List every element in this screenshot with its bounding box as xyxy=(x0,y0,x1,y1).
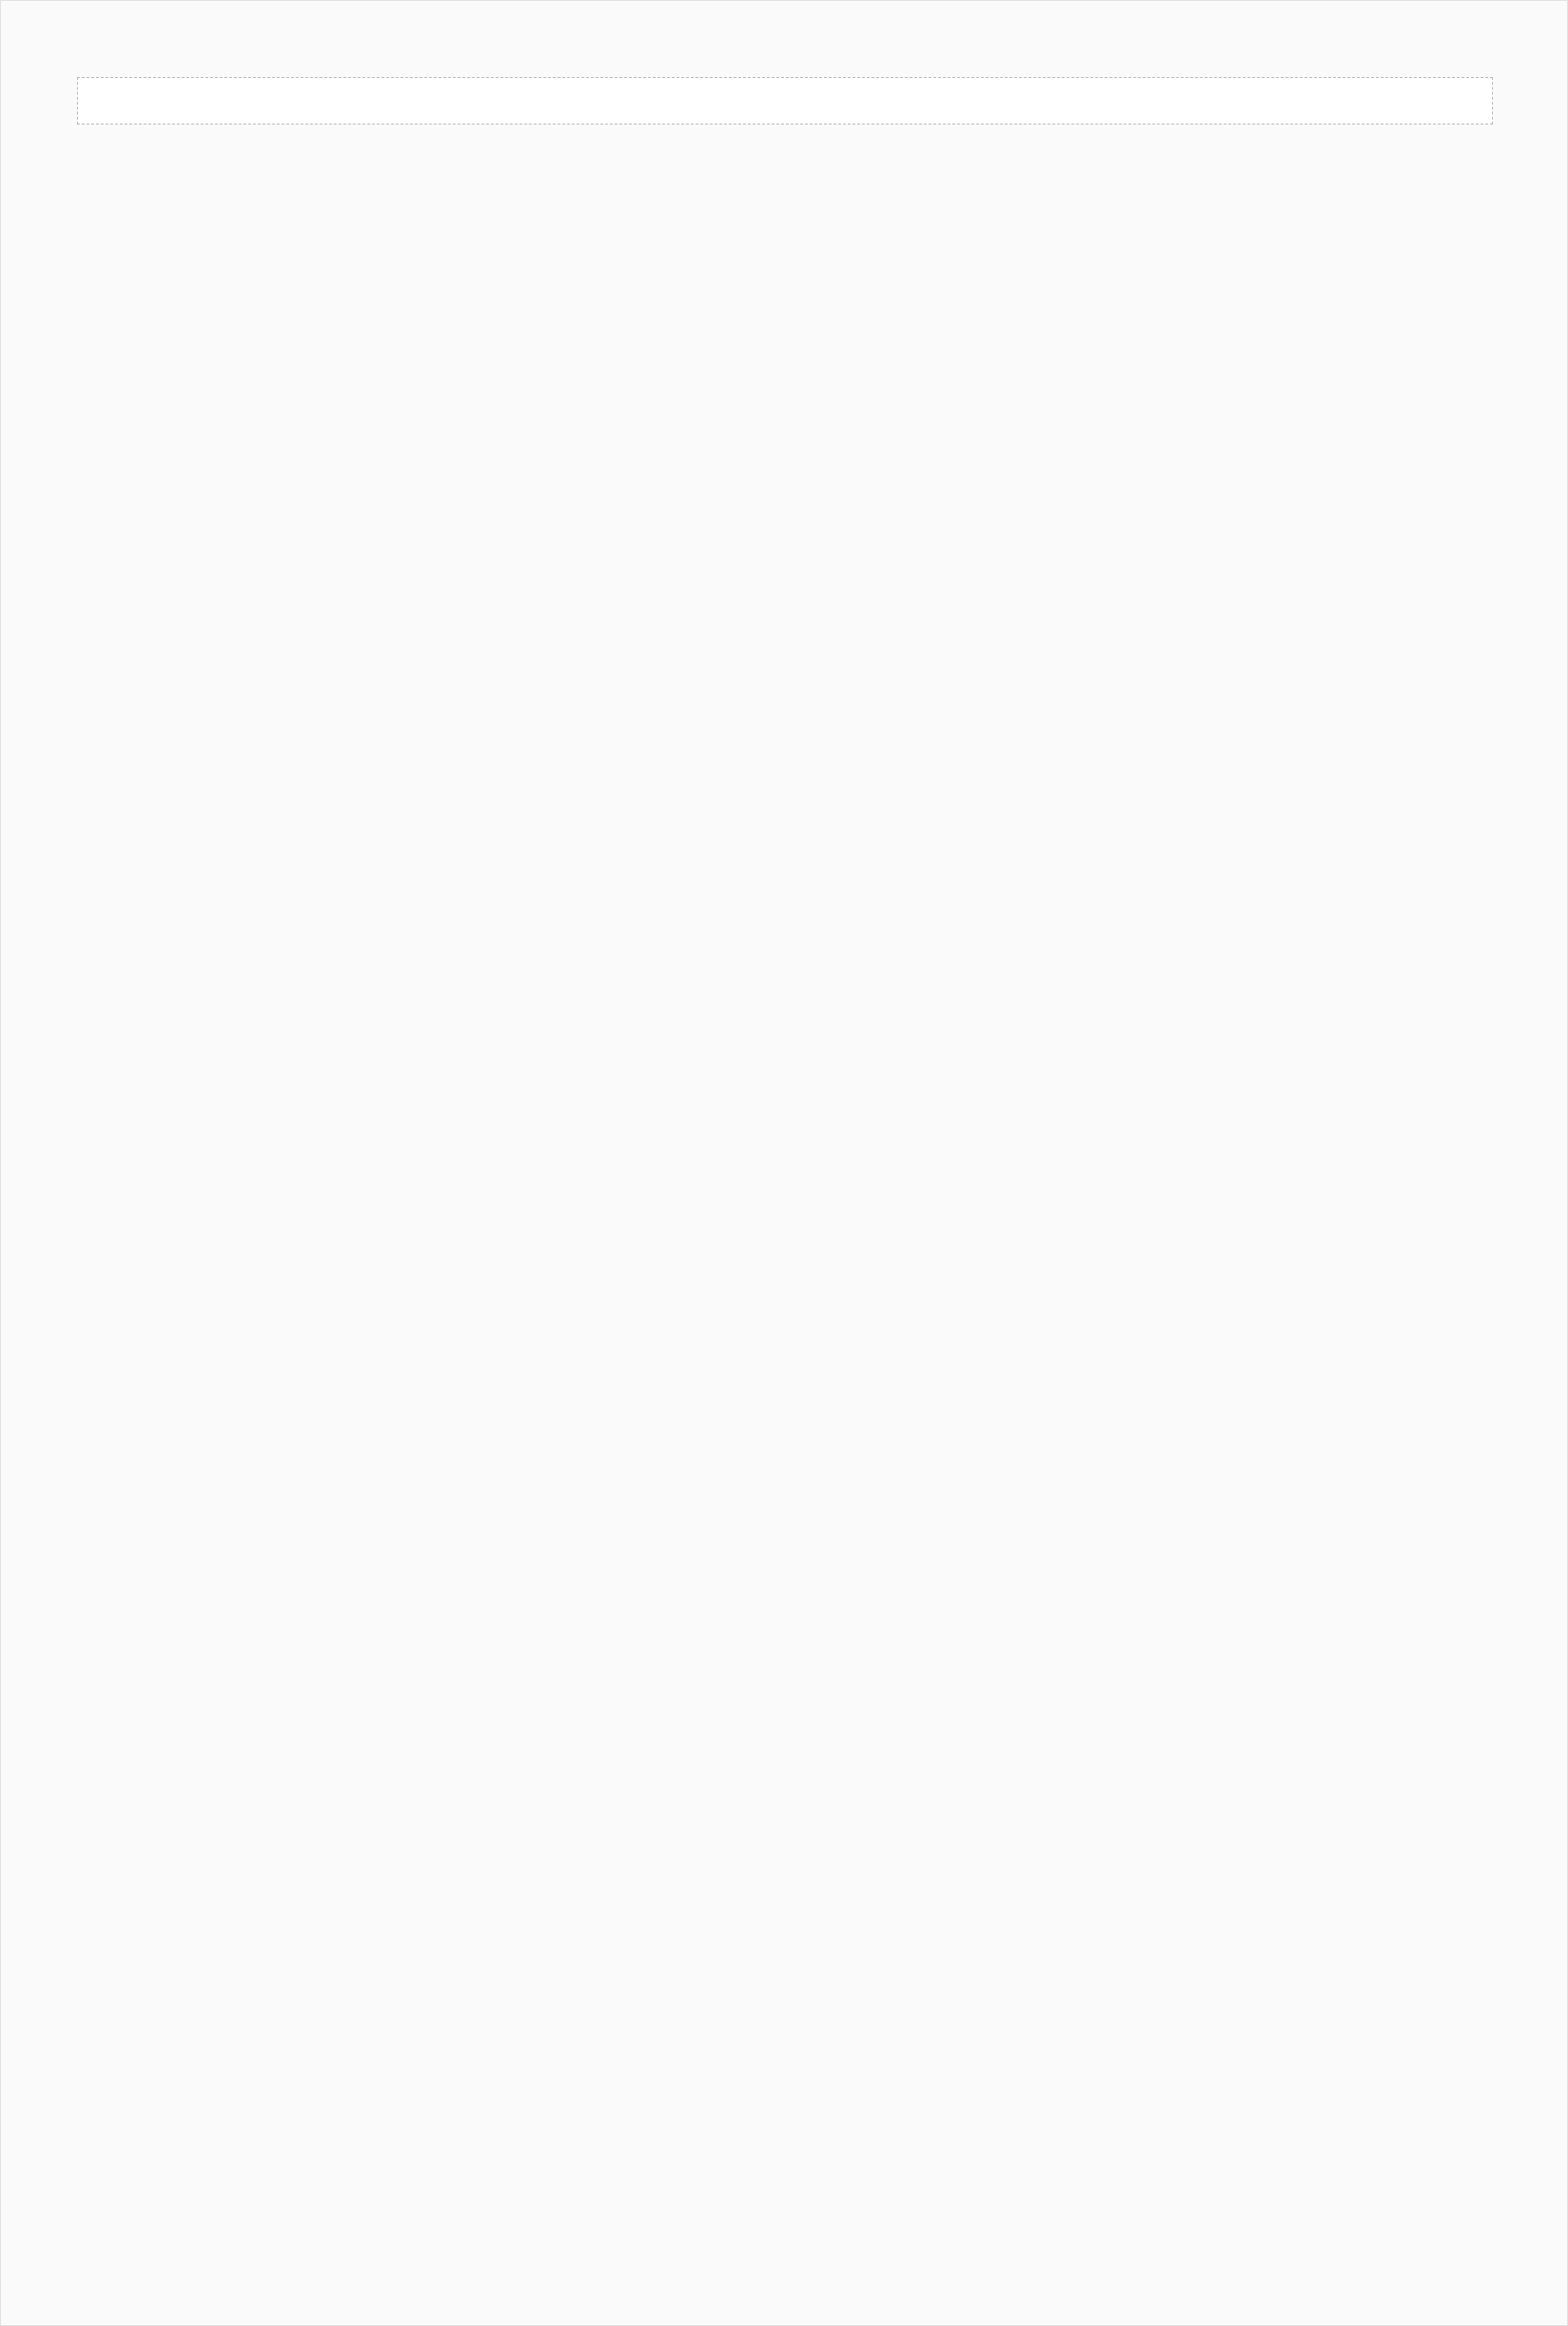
content-text xyxy=(77,77,1493,125)
